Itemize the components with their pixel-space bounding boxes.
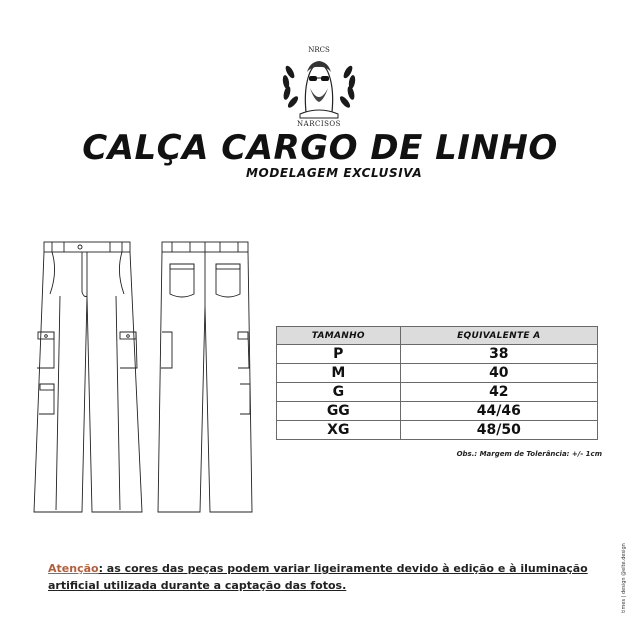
column-header-equivalent: EQUIVALENTE A xyxy=(400,327,597,345)
equivalent-cell: 44/46 xyxy=(400,402,597,421)
size-cell: M xyxy=(277,364,401,383)
table-row xyxy=(277,383,598,402)
equivalent-cell: 48/50 xyxy=(400,421,597,440)
color-disclaimer xyxy=(48,560,608,594)
design-credit xyxy=(616,526,632,630)
pants-front-view xyxy=(34,242,142,512)
equivalent-cell: 42 xyxy=(400,383,597,402)
pants-back-view xyxy=(158,242,252,512)
logo-bottom-text: NARCISOS xyxy=(297,120,341,128)
column-header-size: TAMANHO xyxy=(277,327,401,345)
size-table xyxy=(276,326,598,440)
product-title: CALÇA CARGO DE LINHO xyxy=(82,128,558,168)
equivalent-cell: 38 xyxy=(400,345,597,364)
equivalent-cell: 40 xyxy=(400,364,597,383)
table-row xyxy=(277,421,598,440)
size-cell: GG xyxy=(277,402,401,421)
disclaimer-label: Atenção xyxy=(48,562,99,575)
table-row xyxy=(277,345,598,364)
table-row xyxy=(277,402,598,421)
disclaimer-text: : as cores das peças podem variar ligeiramente devido à edição e à iluminação artificial utilizada durante a captação das fotos. xyxy=(48,562,588,592)
table-row xyxy=(277,364,598,383)
size-cell: XG xyxy=(277,421,401,440)
size-cell: G xyxy=(277,383,401,402)
narcisos-logo xyxy=(276,42,362,128)
size-table-header-row xyxy=(277,327,598,345)
logo-top-text: NRCS xyxy=(308,46,330,54)
design-credit-text: times | design @elte.design xyxy=(621,543,627,613)
size-cell: P xyxy=(277,345,401,364)
pants-technical-drawing xyxy=(30,236,260,516)
product-subtitle: MODELAGEM EXCLUSIVA xyxy=(246,166,423,180)
tolerance-note: Obs.: Margem de Tolerância: +/- 1cm xyxy=(456,450,602,458)
